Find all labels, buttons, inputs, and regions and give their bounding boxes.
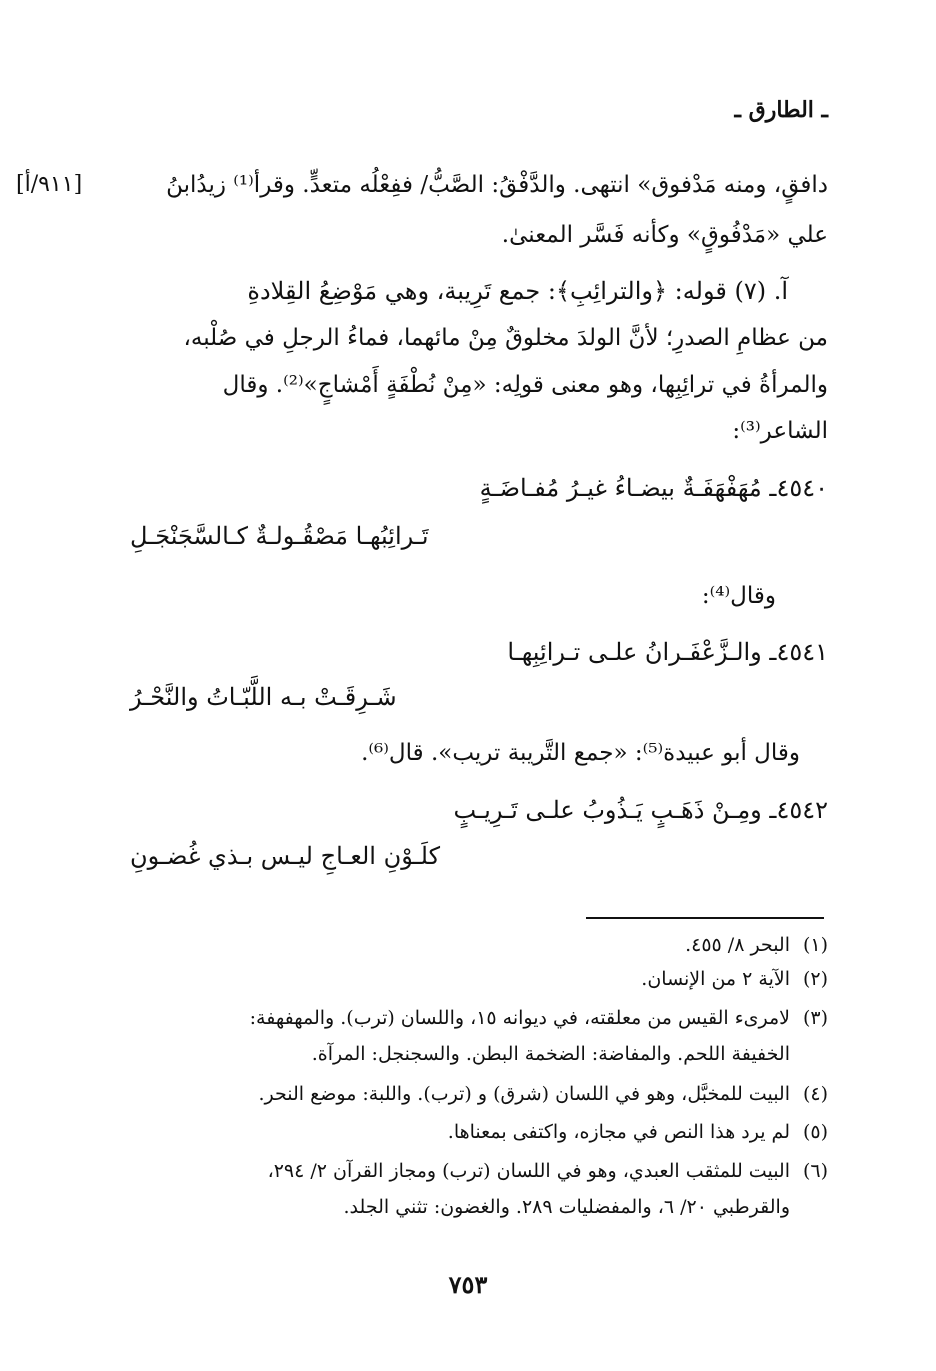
- verse-4541-intro: وقال⁽⁴⁾:: [701, 583, 776, 609]
- footnote-number: (٦): [802, 1160, 828, 1182]
- verse-4542-first-hemistich: ٤٥٤٢ـ ومِـنْ ذَهَـبٍ يَـذُوبُ علـى تَـرِيـبٍ: [453, 796, 828, 824]
- verse-4541-second-hemistich: شَـرِقَـتْ بـه اللَّبّـاتُ والنَّحْـرُ: [130, 683, 397, 711]
- verse-4541-first-hemistich: ٤٥٤١ـ والـزَّعْفَـرانُ علـى تـرائِبِهـا: [507, 638, 828, 666]
- body-line-3: آ. (٧) قوله: ﴿والترائِبِ﴾: جمع تَرِيبة، وهي مَوْضِعُ القِلادةِ: [247, 277, 788, 305]
- footnote-separator: [586, 917, 824, 919]
- footnote-5: [448, 1121, 828, 1143]
- footnote-6: [268, 1160, 828, 1182]
- body-line-6: الشاعر⁽³⁾:: [732, 418, 828, 444]
- footnote-number: (٣): [802, 1007, 828, 1029]
- verse-4540-first-hemistich: ٤٥٤٠ـ مُهَفْهَفَـةٌ بيضـاءُ غيـرُ مُفـاضَـةٍ: [479, 474, 828, 502]
- verse-4542-second-hemistich: كلَـوْنِ العـاجِ ليـس بـذي غُضـونِ: [130, 842, 441, 870]
- verse-4542-intro: وقال أبو عبيدة⁽⁵⁾: «جمع التَّريبة تريب». قال⁽⁶⁾.: [361, 740, 800, 766]
- footnote-text: الآية ٢ من الإنسان.: [641, 968, 790, 990]
- footnote-number: (٤): [802, 1083, 828, 1105]
- body-line-2: علي «مَدْفُوقٍ» وكأنه فَسَّر المعنىٰ.: [501, 222, 828, 248]
- footnote-3: [250, 1007, 828, 1029]
- footnote-text: البيت للمثقب العبدي، وهو في اللسان (ترب) ومجاز القرآن ٢/ ٢٩٤،: [267, 1160, 790, 1182]
- footnote-text: لامرىء القيس من معلقته، في ديوانه ١٥، واللسان (ترب). والمهفهفة:: [249, 1007, 790, 1029]
- footnote-text: لم يرد هذا النص في مجازه، واكتفى بمعناها.: [447, 1121, 790, 1143]
- body-line-4: من عظامِ الصدرِ؛ لأنَّ الولدَ مخلوقٌ مِنْ مائهما، فماءُ الرجلِ في صُلْبه،: [183, 325, 828, 351]
- verse-4540-second-hemistich: تَـرائِبُهـا مَصْقُـولـةٌ كـالسَّجَنْجَـلِ: [130, 522, 429, 550]
- footnote-2: [641, 968, 828, 990]
- body-line-5: والمرأةُ في ترائِبِها، وهو معنى قولِه: «مِنْ نُطْفَةٍ أَمْشاجٍ»⁽²⁾. وقال: [222, 372, 828, 398]
- footnote-number: (٢): [802, 968, 828, 990]
- footnote-text: البحر ٨/ ٤٥٥.: [685, 934, 790, 956]
- footnote-6-continuation: والقرطبي ٢٠/ ٦، والمفضليات ٢٨٩. والغضون: تثني الجلد.: [343, 1196, 790, 1218]
- body-line-1: دافقٍ، ومنه مَدْفوق» انتهى. والدَّفْقُ: الصَّبُّ/ ففِعْلُه متعدٍّ. وقرأ⁽¹⁾ زيدُابنُ: [166, 172, 828, 198]
- page-number: ٧٥٣: [448, 1270, 488, 1299]
- footnote-text: البيت للمخبَّل، وهو في اللسان (شرق) و (ترب). واللبة: موضع النحر.: [258, 1083, 790, 1105]
- footnote-4: [259, 1083, 829, 1105]
- footnote-1: [685, 934, 828, 956]
- footnote-number: (١): [802, 934, 828, 956]
- footnote-number: (٥): [802, 1121, 828, 1143]
- footnote-3-continuation: الخفيفة اللحم. والمفاضة: الضخمة البطن. والسجنجل: المرآة.: [311, 1043, 790, 1065]
- running-header: ـ الطارق ـ: [734, 97, 828, 123]
- manuscript-folio-ref: [٩١١/أ]: [16, 172, 83, 197]
